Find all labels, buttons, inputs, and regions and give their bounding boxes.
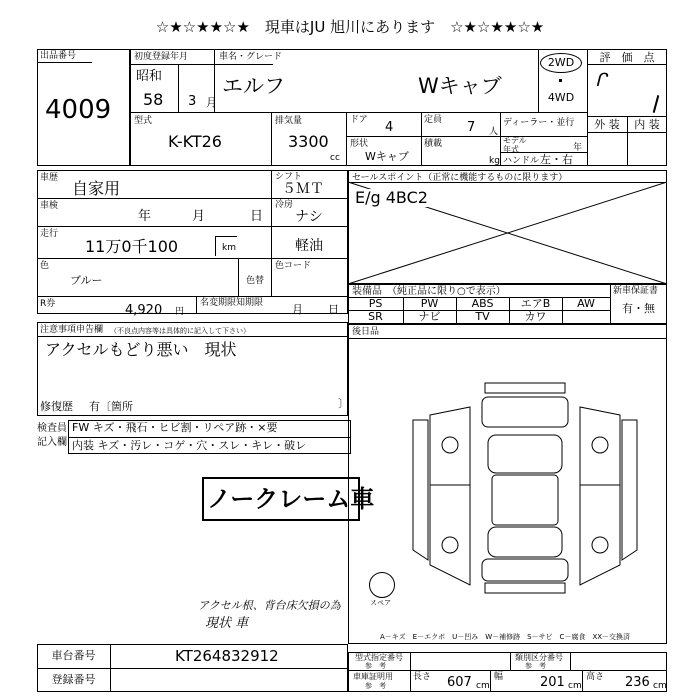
notes-value: アクセルもどり悪い 現状 bbox=[45, 340, 237, 359]
inspection-day: 日 bbox=[250, 209, 264, 224]
equip-tv: TV bbox=[475, 310, 490, 323]
diagram-wheel-fr bbox=[592, 437, 608, 453]
handle-label: ハンドル bbox=[503, 156, 540, 166]
notes-sub: （不良点内容等は具体的に記入して下さい） bbox=[110, 327, 250, 335]
drive-2wd: 2WD bbox=[547, 56, 575, 69]
rating-exterior: 外 装 bbox=[594, 118, 620, 131]
color-label: 色 bbox=[40, 261, 50, 271]
handwritten-line-2: 現状 車 bbox=[205, 616, 249, 631]
warranty-expire-day: 日 bbox=[328, 303, 339, 316]
handwritten-line-1: アクセル根、背台床欠損の為 bbox=[198, 599, 341, 612]
repair-label: 修復歴 bbox=[40, 400, 73, 413]
car-grade: Wキャブ bbox=[418, 74, 502, 98]
repair-value: 有〔箇所 bbox=[89, 400, 133, 413]
handle-value: 左・右 bbox=[540, 153, 573, 166]
equipment-label: 装備品 （純正品に限り○で表示） bbox=[352, 286, 506, 297]
color-change-label: 色替 bbox=[246, 276, 265, 286]
class-number-label: 類別区分番号 bbox=[515, 653, 563, 662]
door-label: ドア bbox=[350, 115, 368, 125]
door-value: 4 bbox=[385, 120, 394, 135]
fuel-value: 軽油 bbox=[295, 238, 323, 254]
repair-close: 〕 bbox=[338, 397, 349, 410]
aircon-value: ナシ bbox=[295, 209, 323, 225]
diagram-left-side bbox=[430, 407, 470, 585]
diagram-rear-window bbox=[488, 527, 562, 557]
inspection-year: 年 bbox=[138, 209, 152, 224]
rating-label: 評 価 点 bbox=[599, 51, 655, 64]
diagram-left-outline bbox=[413, 420, 428, 560]
chassis-label: 車台番号 bbox=[51, 649, 96, 662]
equip-sr: SR bbox=[368, 310, 383, 323]
recycle-value: 4,920 bbox=[125, 303, 163, 318]
width-value: 201 bbox=[540, 675, 565, 690]
color-code-label: 色コード bbox=[275, 261, 312, 271]
equip-abs: ABS bbox=[471, 297, 494, 310]
spare-tire-icon bbox=[369, 572, 395, 598]
model-value: K-KT26 bbox=[168, 132, 222, 151]
vehicle-diagram bbox=[410, 375, 670, 595]
new-warranty-value: 有・無 bbox=[622, 302, 655, 315]
diagram-roof bbox=[492, 475, 558, 525]
mileage-unit: km bbox=[222, 243, 236, 253]
car-name-label: 車名・グレード bbox=[219, 52, 283, 62]
lot-number: 4009 bbox=[45, 95, 112, 125]
reg-number-label: 登録番号 bbox=[51, 673, 96, 686]
diagram-right-outline bbox=[622, 420, 637, 560]
equip-leather: カワ bbox=[524, 310, 547, 323]
new-warranty-label: 新車保証書 bbox=[613, 286, 659, 296]
height-label: 高さ bbox=[586, 672, 605, 682]
equip-navi: ナビ bbox=[418, 310, 441, 323]
equip-pw: PW bbox=[420, 297, 439, 310]
later-date-label: 後日品 bbox=[352, 327, 380, 337]
equip-aw: AW bbox=[577, 297, 595, 310]
spare-label: スペア bbox=[370, 599, 391, 607]
rating-mark: ᒋ bbox=[595, 70, 607, 91]
shift-value: ５ＭＴ bbox=[282, 181, 324, 197]
model-year-unit: 年 bbox=[573, 143, 583, 153]
capacity-value: 7 bbox=[467, 120, 476, 135]
model-year-label: モデル 年式 bbox=[503, 136, 527, 154]
diagram-rear-bumper bbox=[485, 583, 565, 593]
sales-point-label: セールスポイント（正常に機能するものに限ります） bbox=[352, 173, 568, 183]
inspector-row-1: FW キズ・飛石・ヒビ割・リペア跡・×要 bbox=[72, 421, 278, 434]
type-designation-label: 型式指定番号 bbox=[355, 653, 403, 662]
shape-value: Wキャブ bbox=[365, 150, 409, 163]
inspection-label: 車検 bbox=[40, 201, 59, 211]
shift-label: シフト bbox=[275, 172, 303, 182]
model-label: 型式 bbox=[134, 116, 153, 126]
dealer-label: ディーラー・並行 bbox=[503, 118, 575, 128]
diagram-front-bumper bbox=[485, 383, 565, 393]
diagram-windshield bbox=[488, 435, 562, 473]
mileage-label: 走行 bbox=[40, 229, 59, 239]
chassis-value: KT264832912 bbox=[175, 647, 279, 665]
capacity-unit: 人 bbox=[489, 127, 499, 137]
length-label: 長さ bbox=[413, 672, 432, 682]
height-unit: cm bbox=[653, 681, 667, 691]
inspection-month: 月 bbox=[192, 209, 206, 224]
class-number-ref: 参 考 bbox=[525, 662, 546, 670]
diagram-wheel-rl bbox=[442, 537, 458, 553]
first-reg-month-unit: 月 bbox=[206, 96, 217, 109]
banner: ☆★☆★★☆★ 現車はJU 旭川にあります ☆★☆★★☆★ bbox=[155, 18, 545, 36]
equip-airbag: エアB bbox=[520, 297, 551, 310]
inspector-label-1: 検査員 bbox=[37, 423, 67, 434]
diagram-wheel-rr bbox=[592, 537, 608, 553]
shape-label: 形状 bbox=[350, 139, 369, 149]
history-label: 車歴 bbox=[40, 173, 59, 183]
diagram-right-side bbox=[580, 407, 620, 585]
type-designation-ref: 参 考 bbox=[365, 662, 386, 670]
cert-label: 車庫証明用 bbox=[353, 672, 393, 681]
cert-ref: 参 考 bbox=[365, 682, 386, 690]
displacement-unit: cc bbox=[330, 153, 340, 163]
drive-dot bbox=[559, 79, 562, 82]
drive-4wd: 4WD bbox=[547, 91, 575, 104]
width-unit: cm bbox=[568, 681, 582, 691]
first-reg-month: 3 bbox=[188, 94, 197, 109]
mileage-value: 11万0千100 bbox=[85, 237, 179, 256]
first-reg-era: 昭和 bbox=[136, 69, 163, 84]
recycle-label: R券 bbox=[40, 299, 56, 309]
first-reg-year: 58 bbox=[143, 90, 164, 109]
displacement-label: 排気量 bbox=[275, 116, 303, 126]
length-value: 607 bbox=[447, 675, 472, 690]
rating-interior: 内 装 bbox=[634, 118, 660, 131]
inspector-row-2: 内装 キズ・汚レ・コゲ・穴・スレ・キレ・破レ bbox=[72, 439, 307, 452]
diagram-front-hood bbox=[482, 397, 568, 427]
first-reg-label: 初度登録年月 bbox=[134, 52, 189, 62]
load-unit: kg bbox=[489, 156, 500, 166]
sales-point-value: E/g 4BC2 bbox=[355, 188, 428, 207]
height-value: 236 bbox=[625, 675, 650, 690]
load-label: 積載 bbox=[424, 139, 443, 149]
damage-legend: A－キズ E－エクボ U－凹み W－補修跡 S－サビ C－腐食 XX－交換済 bbox=[380, 633, 631, 641]
lot-label: 出品番号 bbox=[40, 51, 77, 61]
inspector-label-2: 記入欄 bbox=[37, 437, 67, 448]
notes-label: 注意事項申告欄 bbox=[40, 325, 104, 335]
warranty-expire-label: 名変期限知期限 bbox=[200, 298, 264, 308]
recycle-unit: 円 bbox=[175, 307, 185, 317]
no-claim-text: ノークレーム車 bbox=[207, 485, 375, 513]
width-label: 幅 bbox=[494, 672, 504, 682]
color-value: ブルー bbox=[70, 274, 103, 287]
equip-ps: PS bbox=[368, 297, 383, 310]
capacity-label: 定員 bbox=[424, 115, 443, 125]
length-unit: cm bbox=[476, 681, 490, 691]
car-name: エルフ bbox=[222, 74, 285, 98]
diagram-trunk bbox=[482, 559, 568, 581]
displacement-value: 3300 bbox=[288, 132, 329, 151]
diagram-wheel-fl bbox=[442, 437, 458, 453]
history-value: 自家用 bbox=[72, 179, 121, 198]
aircon-label: 冷房 bbox=[275, 200, 294, 210]
warranty-expire-month: 月 bbox=[292, 303, 303, 316]
